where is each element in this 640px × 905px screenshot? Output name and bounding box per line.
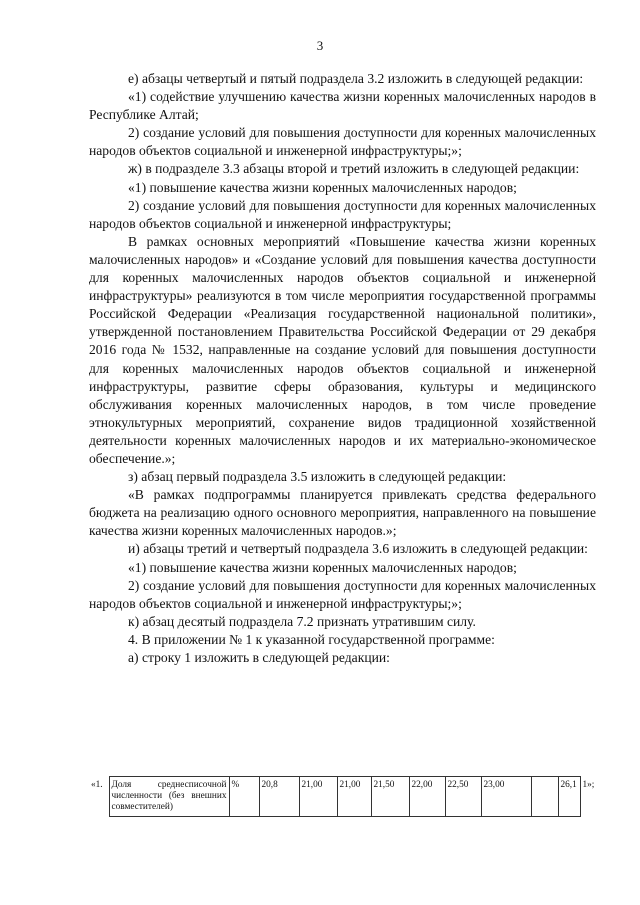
indicator-name: Доля среднесписочной численности (без внешних совместителей) xyxy=(109,777,229,817)
unit-cell: % xyxy=(229,777,259,817)
value-cell: 23,00 xyxy=(481,777,531,817)
paragraph-z-text: «В рамках подпрограммы планируется привлекать средства федерального бюджета на реализацию одного основного мероприятия, направленного на повышение качества жизни коренных малочисленных народов.»; xyxy=(89,487,596,539)
paragraph-e-item-1: «1) содействие улучшению качества жизни коренных малочисленных народов в Республике Алтай; xyxy=(89,89,596,123)
row-suffix: 1»; xyxy=(580,777,596,817)
paragraph-i: и) абзацы третий и четвертый подраздела 3.6 изложить в следующей редакции: xyxy=(128,541,588,557)
paragraph-zh-item-1: «1) повышение качества жизни коренных малочисленных народов; xyxy=(128,179,517,195)
value-cell: 22,50 xyxy=(445,777,481,817)
value-cell: 20,8 xyxy=(259,777,299,817)
value-cell: 22,00 xyxy=(409,777,445,817)
page-number: 3 xyxy=(316,38,324,53)
paragraph-zh-item-2: 2) создание условий для повышения доступности для коренных малочисленных народов объектов социальной и инженерной инфраструктуры; xyxy=(89,197,596,231)
paragraph-4: 4. В приложении № 1 к указанной государственной программе: xyxy=(128,631,495,647)
value-cell xyxy=(531,777,558,817)
table-row xyxy=(89,777,596,817)
value-cell: 21,00 xyxy=(337,777,371,817)
value-cell: 21,50 xyxy=(371,777,409,817)
paragraph-zh: ж) в подразделе 3.3 абзацы второй и третий изложить в следующей редакции: xyxy=(128,161,580,177)
row-prefix: «1. xyxy=(91,779,103,790)
indicator-table xyxy=(89,776,596,817)
paragraph-i-item-1: «1) повышение качества жизни коренных малочисленных народов; xyxy=(128,559,517,575)
paragraph-a: а) строку 1 изложить в следующей редакции: xyxy=(128,650,390,665)
paragraph-e-item-2: 2) создание условий для повышения доступности для коренных малочисленных народов объектов социальной и инженерной инфраструктуры;»; xyxy=(89,125,596,159)
paragraph-main-measures: В рамках основных мероприятий «Повышение качества жизни коренных малочисленных народов» и «Создание условий для повышения качества доступности для коренных малочисленных народов объектов социальной и инженерной инфраструктуры» реализуются в том числе мероприятия государственной программы Российской Федерации «Реализация государственной национальной политики», утвержденной постановлением Правительства Российской Федерации от 29 декабря 2016 года № 1532, направленные на создание условий для повышения доступности для коренных малочисленных народов объектов социальной и инженерной инфраструктуры, развитие сферы образования, культуры и медицинского обслуживания коренных малочисленных народов, в том числе проведение этнокультурных мероприятий, сохранение видов традиционной хозяйственной деятельности коренных малочисленных народов и их материально-экономическое обеспечение.»; xyxy=(89,233,596,466)
value-cell: 26,1 xyxy=(558,777,580,817)
value-cell: 21,00 xyxy=(299,777,337,817)
document-body xyxy=(89,70,596,667)
paragraph-k: к) абзац десятый подраздела 7.2 признать утратившим силу. xyxy=(128,613,476,629)
paragraph-i-item-2: 2) создание условий для повышения доступности для коренных малочисленных народов объектов социальной и инженерной инфраструктуры;»; xyxy=(89,577,596,611)
paragraph-e: е) абзацы четвертый и пятый подраздела 3.2 изложить в следующей редакции: xyxy=(128,71,584,86)
paragraph-z: з) абзац первый подраздела 3.5 изложить в следующей редакции: xyxy=(128,469,507,485)
